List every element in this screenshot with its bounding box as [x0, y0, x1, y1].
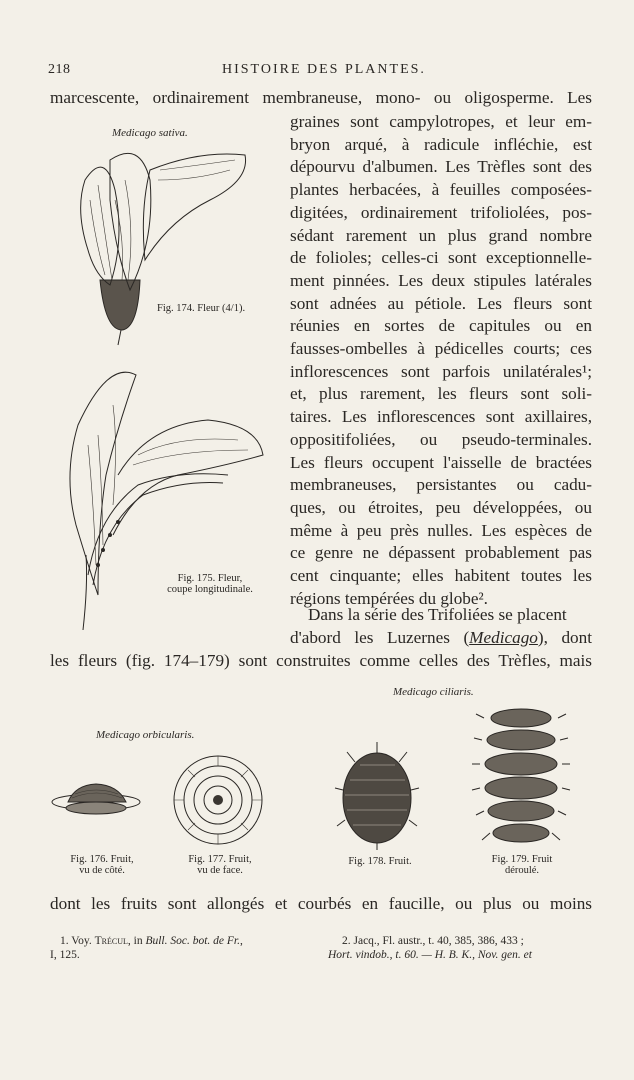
footnote-1-line2: I, 125. — [50, 949, 80, 961]
right-column-line: plantes herbacées, à feuilles composées- — [290, 180, 592, 200]
intro-text-line: marcescente, ordinairement membraneuse, mono- ou oligosperme. Les — [50, 88, 592, 107]
right-column-line: dépourvu d'albumen. Les Trèfles sont des — [290, 157, 592, 177]
right-column-line: cent cinquante; elles habitent toutes les — [290, 566, 592, 585]
fig178-spiny-fruit-illustration — [335, 740, 420, 850]
right-column-line: et, plus rarement, les fleurs sont soli- — [290, 384, 592, 404]
right-column-line: ce genre ne dépassent probablement pas — [290, 543, 592, 563]
fig176-fruit-side-illustration — [50, 780, 145, 825]
right-column-line: oppositifoliées, ou pseudo-terminales. — [290, 429, 592, 449]
footnote-2: 2. Jacq., Fl. austr., t. 40, 385, 386, 433 ; — [342, 935, 524, 947]
right-column-line: taires. Les inflorescences sont axillaires, — [290, 407, 592, 427]
fig177-fruit-face-illustration — [170, 752, 266, 848]
right-column-line: sont adnées au pétiole. Les fleurs sont — [290, 293, 592, 313]
right-column-line: bryon arqué, à radicule infléchie, est — [290, 134, 592, 154]
footnote-1: 1. Voy. Trécul, in Bull. Soc. bot. de Fr., — [60, 935, 243, 947]
species-label-sativa: Medicago sativa. — [112, 127, 188, 139]
right-column-line: ques, ou étroites, peu développées, ou — [290, 497, 592, 517]
footnote-2-line2: Hort. vindob., t. 60. — H. B. K., Nov. gen. et — [328, 949, 532, 961]
right-column-line: digitées, ordinairement trifoliolées, pos- — [290, 202, 592, 222]
right-column-line: Les fleurs occupent l'aisselle de bractées — [290, 452, 592, 472]
species-label-orbicularis: Medicago orbicularis. — [96, 729, 195, 741]
right-column-line: réunies en sortes de capitules ou en — [290, 316, 592, 336]
right-column-line: graines sont campylotropes, et leur em- — [290, 112, 592, 131]
right-column-line: fausses-ombelles à pédicelles courts; ces — [290, 339, 592, 358]
fig178-caption: Fig. 178. Fruit. — [348, 856, 412, 867]
right-column-line: membraneuses, persistantes ou cadu- — [290, 475, 592, 495]
fig175-section-illustration — [58, 365, 268, 635]
right-column-line: régions tempérées du globe². — [290, 588, 488, 608]
fig179-unrolled-fruit-illustration — [476, 700, 566, 850]
right-column-line: inflorescences sont parfois unilatérales¹; — [290, 361, 592, 381]
fig177-caption: Fig. 177. Fruit, vu de face. — [188, 854, 252, 876]
fig174-caption: Fig. 174. Fleur (4/1). — [157, 303, 246, 314]
right-column-line: ment pinnées. Les deux stipules latérales — [290, 270, 592, 290]
fig175-caption: Fig. 175. Fleur, coupe longitudinale. — [167, 573, 253, 595]
right-column-line: même à peu près nulles. Les espèces de — [290, 520, 592, 540]
para2-first-line: Dans la série des Trifoliées se placent — [308, 605, 567, 624]
para2-second-line: d'abord les Luzernes (Medicago), dont — [290, 628, 592, 647]
fig176-caption: Fig. 176. Fruit, vu de côté. — [70, 854, 134, 876]
para2-full-line: les fleurs (fig. 174–179) sont construites comme celles des Trèfles, mais — [50, 651, 592, 670]
right-column-line: de folioles; celles-ci sont exceptionnelle- — [290, 248, 592, 268]
closing-text-line: dont les fruits sont allongés et courbés en faucille, ou plus ou moins — [50, 894, 592, 913]
species-label-ciliaris: Medicago ciliaris. — [393, 686, 474, 698]
running-title: HISTOIRE DES PLANTES. — [222, 62, 426, 77]
fig179-caption: Fig. 179. Fruit déroulé. — [491, 854, 553, 876]
right-column-line: sédant rarement un plus grand nombre — [290, 225, 592, 245]
page-number: 218 — [48, 62, 71, 77]
fig174-flower-illustration — [70, 140, 260, 355]
